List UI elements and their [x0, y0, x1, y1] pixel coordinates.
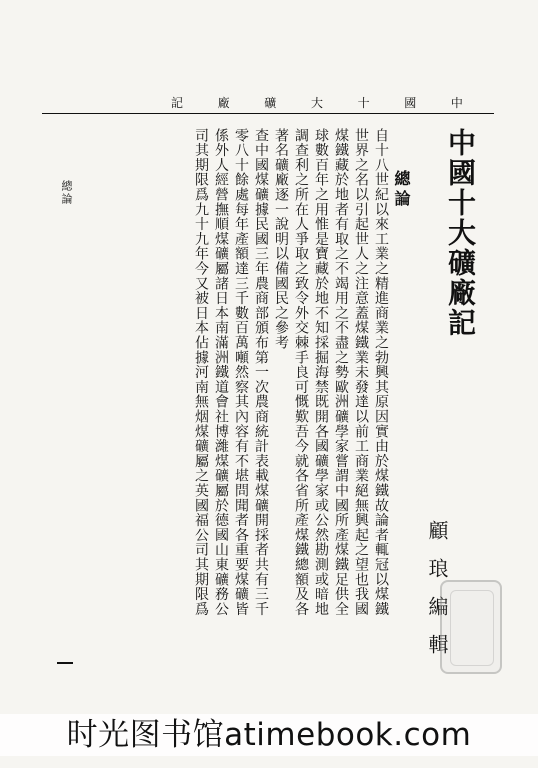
- header-char-4: 大: [310, 95, 325, 110]
- header-rule: [42, 113, 494, 114]
- text-column: 自十八世紀以來工業之精進商業之勃興其原因實由於煤鐵故論者輒冠以煤鐵: [373, 128, 389, 617]
- book-title: 中國十大礦廠記: [444, 128, 477, 338]
- page-header: [168, 92, 468, 112]
- text-column: 零八十餘處每年產額達三千數百萬噸然察其內容有不堪問聞者各重要煤礦皆: [233, 128, 249, 617]
- watermark-text: 时光图书馆atimebook.com: [0, 714, 538, 756]
- library-stamp: [440, 580, 502, 674]
- text-column: 查中國煤礦據民國三年農商部頒布第一次農商統計表載煤礦開採者共有三千: [253, 128, 269, 617]
- library-stamp-inner: [450, 590, 494, 666]
- body-text: [192, 128, 390, 648]
- section-heading: 總論: [392, 170, 411, 210]
- header-char-2: 廠: [217, 95, 232, 110]
- header-char-3: 礦: [264, 95, 279, 110]
- page-number-mark: [57, 662, 73, 664]
- text-column: 世界之名以引起世人之注意蓋煤鐵業未發達以前工商業絕無興起之望也我國: [353, 128, 369, 617]
- text-column: 係外人經營撫順煤礦屬諸日本南滿洲鐵道會社博濰煤礦屬於德國山東礦務公: [213, 128, 229, 617]
- text-column: 球數百年之用惟是寶藏於地不知採掘海禁既開各國礦學家或公然勘測或暗地: [313, 128, 329, 617]
- text-column: 著名礦廠逐一說明以備國民之參考: [273, 128, 289, 350]
- header-char-6: 國: [404, 95, 419, 110]
- header-char-1: 記: [170, 95, 185, 110]
- header-char-7: 中: [450, 95, 465, 110]
- text-column: 調查利之所在人爭取之致令外交棘手良可慨歎吾今就各省所產煤鐵總額及各: [293, 128, 309, 617]
- author-line: 顧琅編輯: [425, 520, 449, 672]
- header-char-5: 十: [357, 95, 372, 110]
- text-column: 司其期限爲九十九年今又被日本佔據河南無烟煤礦屬之英國福公司其期限爲: [193, 128, 209, 617]
- text-column: 煤鐵藏於地者有取之不竭用之不盡之勢歐洲礦學家嘗謂中國所產煤鐵足供全: [333, 128, 349, 617]
- running-head: 總論: [60, 180, 73, 206]
